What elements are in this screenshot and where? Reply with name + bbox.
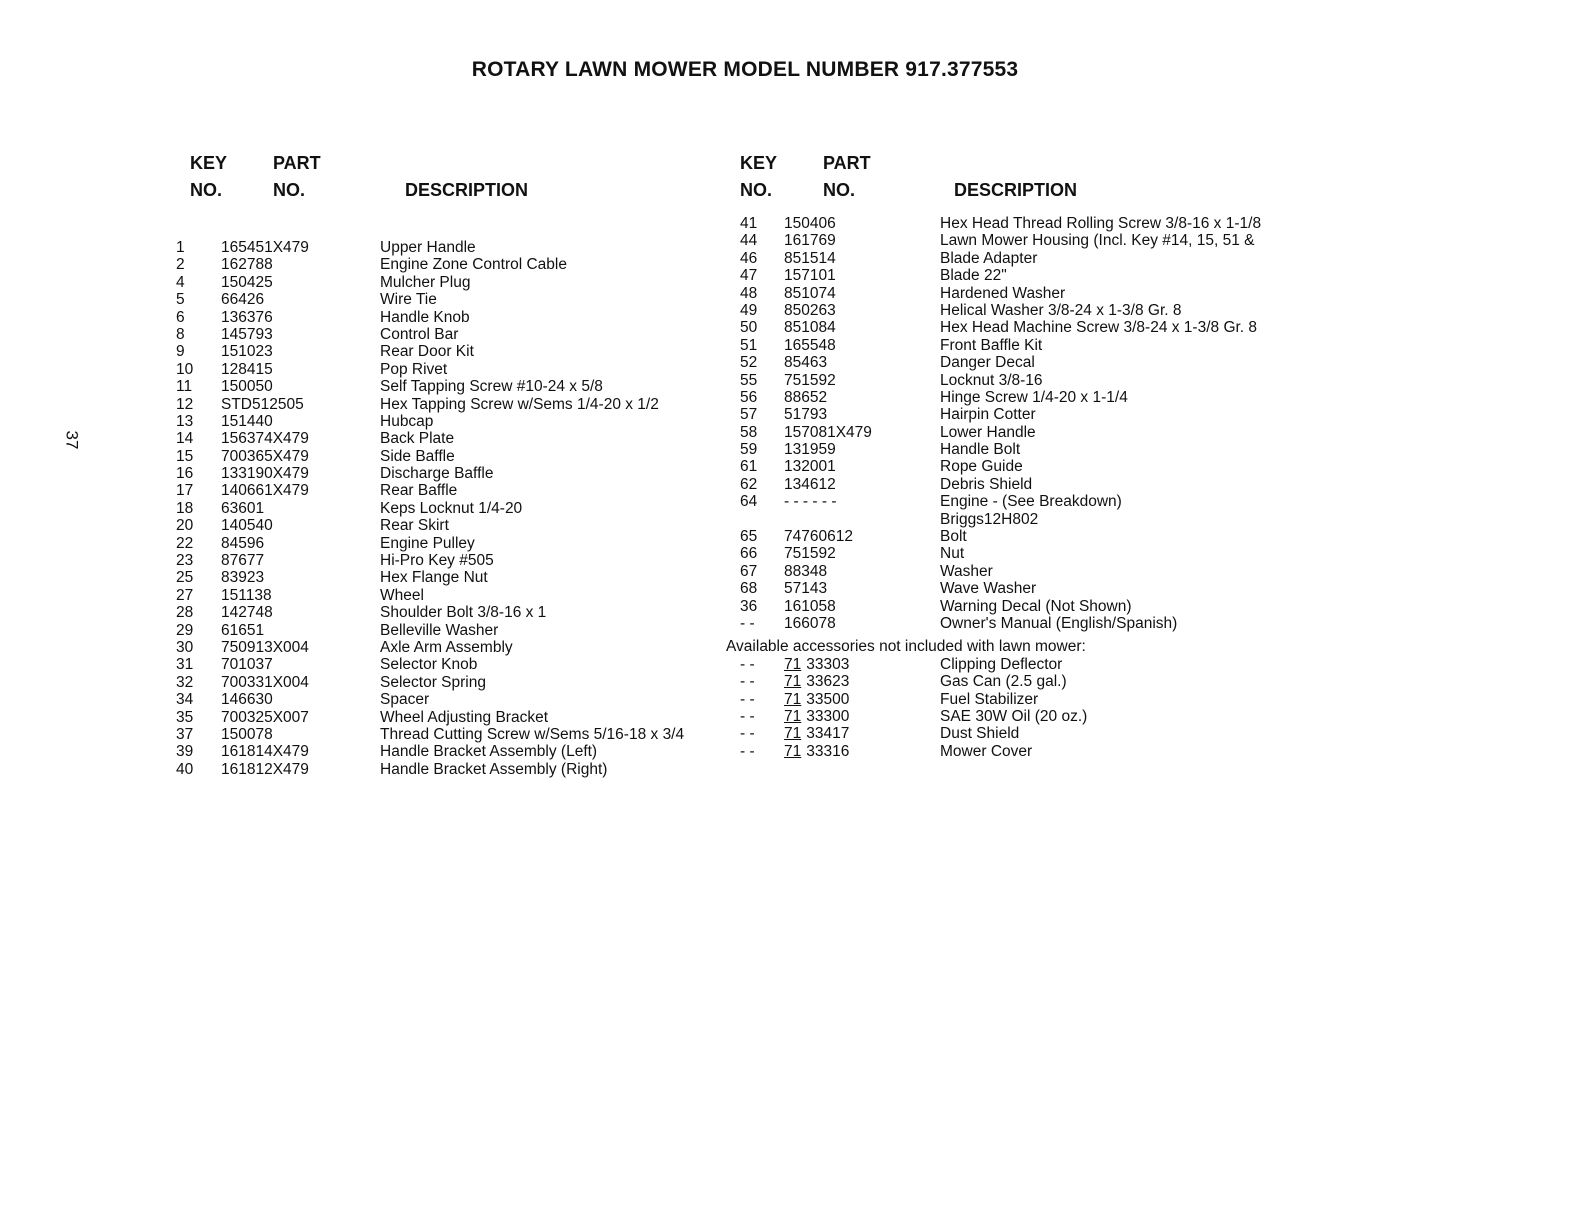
parts-row	[726, 319, 1326, 336]
key-number: 68	[740, 580, 758, 598]
key-number: 12	[176, 395, 194, 413]
parts-row	[726, 615, 1326, 632]
right-key-header: KEY NO.	[740, 153, 778, 200]
parts-row	[726, 528, 1326, 545]
part-description: Wave Washer	[940, 580, 1037, 598]
part-prefix: 71	[784, 725, 802, 743]
part-number: 33303	[806, 655, 850, 673]
parts-row	[176, 291, 716, 308]
parts-row	[726, 250, 1326, 267]
accessory-part-number	[784, 743, 849, 760]
parts-row	[176, 413, 716, 430]
key-number: 55	[740, 371, 758, 389]
part-number: 84596	[221, 534, 265, 552]
part-description: Nut	[940, 545, 965, 563]
part-number: 851074	[784, 284, 836, 302]
parts-row	[176, 378, 716, 395]
part-number: 700331X004	[221, 673, 309, 691]
key-number: - -	[740, 673, 755, 691]
part-description: Selector Spring	[380, 673, 486, 691]
key-number: 23	[176, 552, 194, 570]
parts-row	[176, 326, 716, 343]
part-number: 161814X479	[221, 743, 309, 761]
accessory-part-number	[784, 725, 849, 742]
part-number: 157081X479	[784, 423, 872, 441]
part-number: 150425	[221, 273, 273, 291]
part-number: 150050	[221, 378, 273, 396]
key-number: 30	[176, 638, 194, 656]
key-number: 48	[740, 284, 758, 302]
parts-row	[726, 215, 1326, 232]
parts-row	[176, 674, 716, 691]
parts-row	[176, 743, 716, 760]
part-description: Mower Cover	[940, 742, 1033, 760]
part-number: 157101	[784, 267, 836, 285]
key-number: - -	[740, 655, 755, 673]
key-number: 58	[740, 423, 758, 441]
part-description: Lower Handle	[940, 423, 1036, 441]
part-description: Wheel Adjusting Bracket	[380, 708, 549, 726]
accessory-row	[726, 725, 1326, 742]
part-number: 74760612	[784, 528, 853, 546]
key-number: 66	[740, 545, 758, 563]
part-description: Self Tapping Screw #10-24 x 5/8	[380, 378, 603, 396]
part-number: 850263	[784, 301, 836, 319]
key-number: 37	[176, 725, 194, 743]
parts-row	[726, 511, 1326, 528]
part-number: 88348	[784, 562, 828, 580]
key-number: 61	[740, 458, 758, 476]
parts-row	[176, 274, 716, 291]
part-number: 132001	[784, 458, 836, 476]
part-number: 851084	[784, 319, 836, 337]
right-description-header: DESCRIPTION	[954, 180, 1078, 200]
part-description: Hubcap	[380, 412, 434, 430]
parts-row	[176, 552, 716, 569]
parts-row	[176, 256, 716, 273]
part-number: 751592	[784, 545, 836, 563]
part-number: 57143	[784, 580, 828, 598]
key-number: 67	[740, 562, 758, 580]
part-description: Belleville Washer	[380, 621, 499, 639]
part-description: Hi-Pro Key #505	[380, 552, 494, 570]
parts-row	[726, 580, 1326, 597]
part-description: Washer	[940, 562, 993, 580]
part-number: 133190X479	[221, 465, 309, 483]
key-number: 17	[176, 482, 194, 500]
parts-row	[176, 761, 716, 778]
part-prefix: 71	[784, 690, 802, 708]
key-number: 32	[176, 673, 194, 691]
part-description: Hex Head Thread Rolling Screw 3/8-16 x 1-1/8	[940, 215, 1262, 232]
parts-row	[176, 604, 716, 621]
part-description: Pop Rivet	[380, 360, 448, 378]
key-number: 8	[176, 325, 185, 343]
part-number: 161058	[784, 597, 836, 615]
part-description: Engine Pulley	[380, 534, 475, 552]
page-number: 37	[62, 430, 82, 450]
part-number: 61651	[221, 621, 265, 639]
accessory-row	[726, 743, 1326, 760]
part-prefix: 71	[784, 673, 802, 691]
part-number: 128415	[221, 360, 273, 378]
key-number: 59	[740, 441, 758, 459]
parts-row	[726, 267, 1326, 284]
part-number: STD512505	[221, 395, 304, 413]
part-number: 146630	[221, 691, 273, 709]
key-number: 41	[740, 215, 758, 232]
key-number: 27	[176, 586, 194, 604]
accessory-row	[726, 656, 1326, 673]
key-number: 50	[740, 319, 758, 337]
part-number: 140661X479	[221, 482, 309, 500]
part-description: SAE 30W Oil (20 oz.)	[940, 707, 1088, 725]
part-description: Thread Cutting Screw w/Sems 5/16-18 x 3/4	[380, 725, 685, 743]
key-number: 10	[176, 360, 194, 378]
part-description: Wheel	[380, 586, 424, 604]
part-description: Blade Adapter	[940, 249, 1038, 267]
key-number: 64	[740, 493, 758, 511]
part-description: Rope Guide	[940, 458, 1023, 476]
key-number: 18	[176, 499, 194, 517]
part-description: Back Plate	[380, 430, 455, 448]
part-description: Gas Can (2.5 gal.)	[940, 673, 1067, 691]
key-number: - -	[740, 614, 755, 632]
key-number: 49	[740, 301, 758, 319]
part-description: Discharge Baffle	[380, 465, 494, 483]
part-number: 33623	[806, 673, 850, 691]
key-number: 31	[176, 656, 194, 674]
left-key-header: KEY NO.	[190, 153, 228, 200]
key-number: 9	[176, 343, 185, 361]
parts-row	[726, 563, 1326, 580]
key-number: - -	[740, 742, 755, 760]
parts-row	[176, 500, 716, 517]
part-description: Engine Zone Control Cable	[380, 256, 567, 274]
key-number: 34	[176, 691, 194, 709]
part-description: Blade 22"	[940, 267, 1007, 285]
key-number: 52	[740, 354, 758, 372]
part-description: Rear Baffle	[380, 482, 458, 500]
part-description: Handle Bracket Assembly (Left)	[380, 743, 598, 761]
part-number: 150406	[784, 215, 836, 232]
parts-row	[176, 639, 716, 656]
part-description: Helical Washer 3/8-24 x 1-3/8 Gr. 8	[940, 301, 1182, 319]
parts-row	[176, 482, 716, 499]
part-description: Engine - (See Breakdown)	[940, 493, 1122, 511]
page-title: ROTARY LAWN MOWER MODEL NUMBER 917.377553	[471, 58, 1019, 81]
part-number: 33316	[806, 742, 850, 760]
parts-row	[726, 493, 1326, 510]
key-number: 22	[176, 534, 194, 552]
part-number: 151023	[221, 343, 273, 361]
part-description: Handle Knob	[380, 308, 470, 326]
parts-row	[726, 389, 1326, 406]
parts-row	[176, 656, 716, 673]
part-number: 66426	[221, 291, 265, 309]
part-number: 33417	[806, 725, 850, 743]
key-number: 46	[740, 249, 758, 267]
parts-row	[726, 406, 1326, 423]
parts-row	[176, 622, 716, 639]
key-number: 15	[176, 447, 194, 465]
part-description: Briggs12H802	[940, 510, 1039, 528]
part-description: Fuel Stabilizer	[940, 690, 1039, 708]
key-number: 28	[176, 604, 194, 622]
key-number: 51	[740, 336, 758, 354]
part-description: Side Baffle	[380, 447, 455, 465]
part-number: 165451X479	[221, 239, 309, 256]
parts-row	[726, 337, 1326, 354]
accessory-part-number	[784, 708, 849, 725]
parts-row	[176, 517, 716, 534]
part-number: 700365X479	[221, 447, 309, 465]
parts-row	[726, 285, 1326, 302]
key-number: 36	[740, 597, 758, 615]
part-description: Hex Head Machine Screw 3/8-24 x 1-3/8 Gr. 8	[940, 319, 1258, 337]
part-description: Dust Shield	[940, 725, 1020, 743]
key-number: 40	[176, 760, 194, 778]
part-number: 51793	[784, 406, 828, 424]
parts-row	[176, 691, 716, 708]
part-number: 140540	[221, 517, 273, 535]
part-number: 162788	[221, 256, 273, 274]
part-description: Rear Door Kit	[380, 343, 474, 361]
key-number: 35	[176, 708, 194, 726]
parts-row	[726, 458, 1326, 475]
accessory-part-number	[784, 691, 849, 708]
part-number: 851514	[784, 249, 836, 267]
parts-row	[726, 441, 1326, 458]
key-number: 20	[176, 517, 194, 535]
part-number: 165548	[784, 336, 836, 354]
part-description: Locknut 3/8-16	[940, 371, 1043, 389]
key-number: 13	[176, 412, 194, 430]
part-number: 166078	[784, 614, 836, 632]
accessory-row	[726, 708, 1326, 725]
accessory-row	[726, 691, 1326, 708]
key-number: 4	[176, 273, 185, 291]
part-number: 150078	[221, 725, 273, 743]
parts-row	[176, 726, 716, 743]
key-number: 25	[176, 569, 194, 587]
parts-row	[176, 448, 716, 465]
part-number: 83923	[221, 569, 265, 587]
parts-row	[726, 598, 1326, 615]
key-number: - -	[740, 725, 755, 743]
parts-row	[176, 396, 716, 413]
key-number: 56	[740, 388, 758, 406]
part-description: Upper Handle	[380, 239, 476, 256]
part-number: 151440	[221, 412, 273, 430]
part-description: Hex Tapping Screw w/Sems 1/4-20 x 1/2	[380, 395, 659, 413]
key-number: 57	[740, 406, 758, 424]
part-prefix: 71	[784, 707, 802, 725]
part-description: Danger Decal	[940, 354, 1035, 372]
part-number: 156374X479	[221, 430, 309, 448]
key-number: 2	[176, 256, 185, 274]
accessories-note: Available accessories not included with lawn mower:	[726, 638, 1086, 656]
parts-row	[176, 430, 716, 447]
key-number: 62	[740, 475, 758, 493]
part-number: 161769	[784, 232, 836, 250]
key-number: 6	[176, 308, 185, 326]
parts-row	[176, 343, 716, 360]
part-description: Spacer	[380, 691, 430, 709]
parts-row	[726, 354, 1326, 371]
part-prefix: 71	[784, 742, 802, 760]
part-number: 145793	[221, 325, 273, 343]
part-number: 136376	[221, 308, 273, 326]
part-number: 88652	[784, 388, 828, 406]
part-number: 142748	[221, 604, 273, 622]
part-description: Selector Knob	[380, 656, 478, 674]
part-description: Handle Bolt	[940, 441, 1021, 459]
key-number: 65	[740, 528, 758, 546]
part-number: 131959	[784, 441, 836, 459]
key-number: 44	[740, 232, 758, 250]
part-number: 161812X479	[221, 760, 309, 778]
part-number: 750913X004	[221, 638, 309, 656]
parts-row	[176, 309, 716, 326]
key-number: 14	[176, 430, 194, 448]
part-number: 151138	[221, 586, 272, 604]
part-description: Shoulder Bolt 3/8-16 x 1	[380, 604, 547, 622]
part-description: Hex Flange Nut	[380, 569, 488, 587]
part-description: Axle Arm Assembly	[380, 638, 513, 656]
part-description: Debris Shield	[940, 475, 1033, 493]
part-description: Mulcher Plug	[380, 273, 471, 291]
part-description: Bolt	[940, 528, 967, 546]
parts-row	[726, 424, 1326, 441]
parts-row	[726, 302, 1326, 319]
parts-row	[726, 545, 1326, 562]
part-description: Keps Locknut 1/4-20	[380, 499, 523, 517]
part-number: - - - - - -	[784, 493, 837, 511]
part-description: Hardened Washer	[940, 284, 1066, 302]
part-number: 33300	[806, 707, 850, 725]
accessory-part-number	[784, 656, 849, 673]
parts-row	[176, 709, 716, 726]
part-description: Control Bar	[380, 325, 459, 343]
part-number: 33500	[806, 690, 850, 708]
key-number: 11	[176, 378, 193, 396]
key-number: 29	[176, 621, 194, 639]
part-number: 134612	[784, 475, 836, 493]
part-number: 85463	[784, 354, 828, 372]
part-description: Handle Bracket Assembly (Right)	[380, 760, 608, 778]
right-parts-list	[726, 215, 1326, 760]
part-description: Hairpin Cotter	[940, 406, 1036, 424]
key-number: - -	[740, 690, 755, 708]
part-number: 751592	[784, 371, 836, 389]
part-prefix: 71	[784, 655, 802, 673]
part-description: Front Baffle Kit	[940, 336, 1043, 354]
parts-row	[176, 535, 716, 552]
part-description: Wire Tie	[380, 291, 437, 309]
part-number: 700325X007	[221, 708, 309, 726]
parts-row	[176, 361, 716, 378]
key-number: 1	[176, 239, 185, 256]
parts-row	[726, 232, 1326, 249]
part-description: Lawn Mower Housing (Incl. Key #14, 15, 51 &	[940, 232, 1255, 250]
key-number: - -	[740, 707, 755, 725]
left-part-header: PART NO.	[273, 153, 321, 200]
parts-row	[176, 239, 716, 256]
parts-row	[176, 587, 716, 604]
key-number: 47	[740, 267, 758, 285]
part-description: Clipping Deflector	[940, 655, 1063, 673]
part-description: Owner's Manual (English/Spanish)	[940, 614, 1178, 632]
parts-row	[726, 476, 1326, 493]
parts-row	[176, 465, 716, 482]
accessory-part-number	[784, 673, 849, 690]
key-number: 5	[176, 291, 185, 309]
part-description: Warning Decal (Not Shown)	[940, 597, 1132, 615]
part-description: Hinge Screw 1/4-20 x 1-1/4	[940, 388, 1128, 406]
parts-row	[176, 569, 716, 586]
accessory-row	[726, 673, 1326, 690]
part-number: 87677	[221, 552, 265, 570]
left-parts-list	[176, 239, 716, 778]
key-number: 39	[176, 743, 194, 761]
key-number: 16	[176, 465, 194, 483]
right-part-header: PART NO.	[823, 153, 871, 200]
left-description-header: DESCRIPTION	[405, 180, 529, 200]
part-number: 63601	[221, 499, 265, 517]
part-number: 701037	[221, 656, 273, 674]
part-description: Rear Skirt	[380, 517, 449, 535]
parts-row	[726, 372, 1326, 389]
